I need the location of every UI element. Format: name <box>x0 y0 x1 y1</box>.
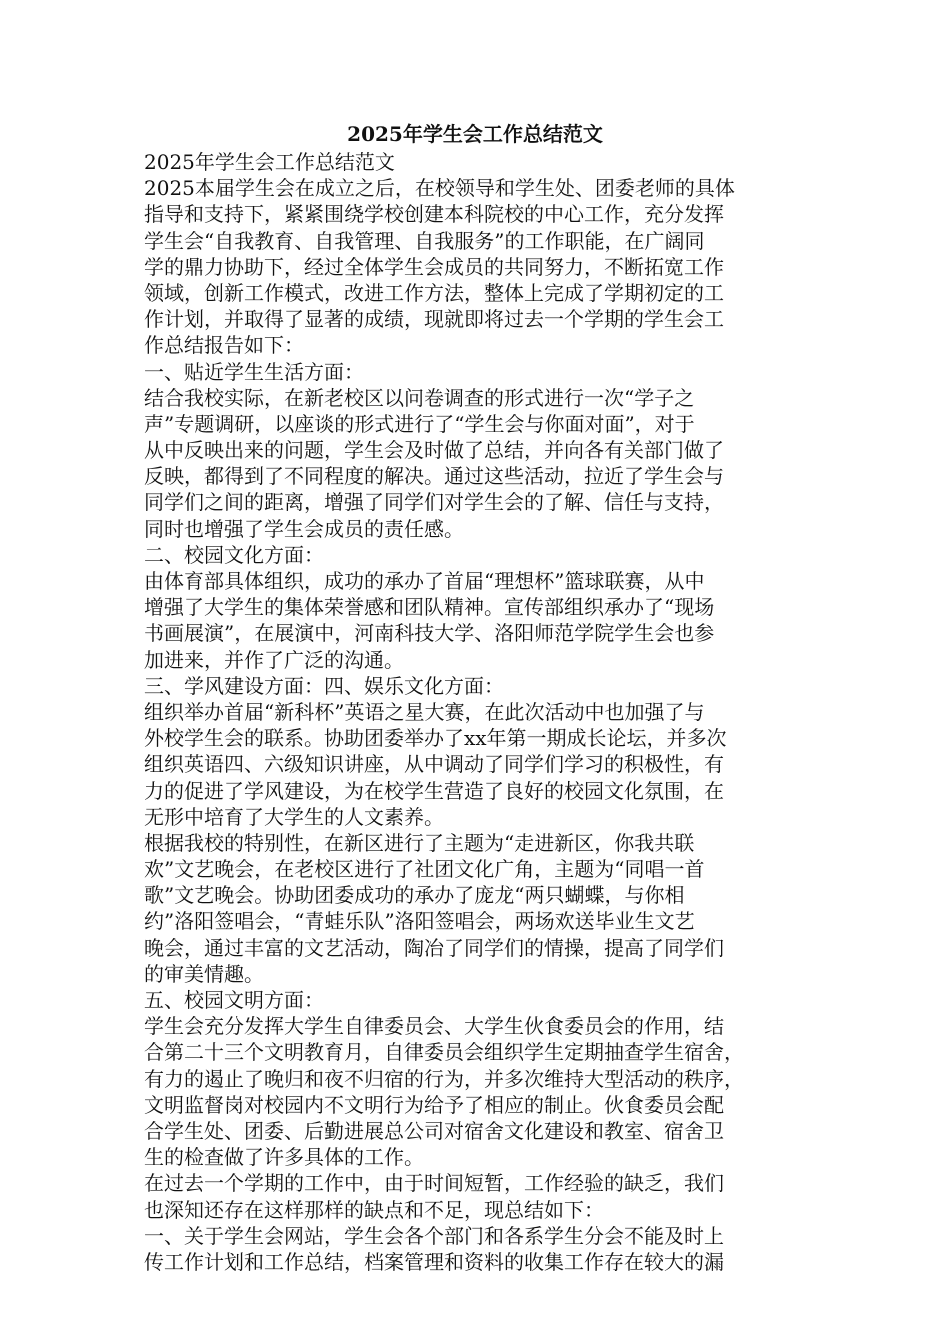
body-line: 由体育部具体组织，成功的承办了首届“理想杯”篮球联赛，从中 <box>144 569 705 593</box>
body-line: 外校学生会的联系。协助团委举办了xx年第一期成长论坛，并多次 <box>144 726 727 751</box>
document-title: 2025年学生会工作总结范文 <box>347 122 603 146</box>
body-line: 生的检查做了许多具体的工作。 <box>144 1145 424 1170</box>
body-line: 根据我校的特别性，在新区进行了主题为“走进新区，你我共联 <box>144 830 695 855</box>
body-line: 文明监督岗对校园内不文明行为给予了相应的制止。伙食委员会配 <box>144 1092 724 1117</box>
body-line: 歌”文艺晚会。协助团委成功的承办了庞龙“两只蝴蝶，与你相 <box>144 883 685 908</box>
body-line: 2025年学生会工作总结范文 <box>144 150 395 174</box>
body-line: 无形中培育了大学生的人文素养。 <box>144 804 444 829</box>
body-line: 也深知还存在这样那样的缺点和不足，现总结如下： <box>144 1197 604 1222</box>
body-line: 2025本届学生会在成立之后，在校领导和学生处、团委老师的具体 <box>144 176 735 201</box>
body-line: 从中反映出来的问题，学生会及时做了总结，并向各有关部门做了 <box>144 438 724 463</box>
body-line: 合学生处、团委、后勤进展总公司对宿舍文化建设和教室、宿舍卫 <box>144 1118 724 1143</box>
body-line: 传工作计划和工作总结，档案管理和资料的收集工作存在较大的漏 <box>144 1249 724 1274</box>
body-line: 同时也增强了学生会成员的责任感。 <box>144 516 464 541</box>
body-line: 学生会充分发挥大学生自律委员会、大学生伙食委员会的作用，结 <box>144 1014 724 1039</box>
body-line: 书画展演”，在展演中，河南科技大学、洛阳师范学院学生会也参 <box>144 621 715 646</box>
section-heading: 五、校园文明方面： <box>144 988 324 1012</box>
body-line: 在过去一个学期的工作中，由于时间短暂，工作经验的缺乏，我们 <box>144 1171 724 1196</box>
body-line: 约”洛阳签唱会，“青蛙乐队”洛阳签唱会，两场欢送毕业生文艺 <box>144 909 695 934</box>
body-line: 作总结报告如下： <box>144 333 304 358</box>
body-line: 领域，创新工作模式，改进工作方法，整体上完成了学期初定的工 <box>144 280 724 305</box>
section-heading: 一、贴近学生生活方面： <box>144 359 364 384</box>
section-heading: 三、学风建设方面：四、娱乐文化方面： <box>144 673 504 698</box>
body-line: 组织举办首届“新科杯”英语之星大赛，在此次活动中也加强了与 <box>144 699 705 724</box>
body-line: 合第二十三个文明教育月，自律委员会组织学生定期抽查学生宿舍， <box>144 1040 744 1065</box>
body-line: 的审美情趣。 <box>144 961 264 986</box>
body-line: 同学们之间的距离，增强了同学们对学生会的了解、信任与支持， <box>144 490 724 515</box>
body-line: 加进来，并作了广泛的沟通。 <box>144 647 404 672</box>
body-line: 欢”文艺晚会，在老校区进行了社团文化广角，主题为“同唱一首 <box>144 857 705 882</box>
body-line: 有力的遏止了晚归和夜不归宿的行为，并多次维持大型活动的秩序， <box>144 1066 744 1091</box>
body-line: 学的鼎力协助下，经过全体学生会成员的共同努力，不断拓宽工作 <box>144 254 724 279</box>
section-heading: 二、校园文化方面： <box>144 542 324 567</box>
body-line: 结合我校实际，在新老校区以问卷调查的形式进行一次“学子之 <box>144 385 695 410</box>
body-line: 作计划，并取得了显著的成绩，现就即将过去一个学期的学生会工 <box>144 307 724 332</box>
body-line: 学生会“自我教育、自我管理、自我服务”的工作职能，在广阔同 <box>144 228 705 253</box>
body-line: 声”专题调研，以座谈的形式进行了“学生会与你面对面”，对于 <box>144 411 695 436</box>
body-line: 反映，都得到了不同程度的解决。通过这些活动，拉近了学生会与 <box>144 464 724 489</box>
body-line: 增强了大学生的集体荣誉感和团队精神。宣传部组织承办了“现场 <box>144 595 715 620</box>
document-body <box>144 149 804 1275</box>
body-line: 一、关于学生会网站，学生会各个部门和各系学生分会不能及时上 <box>144 1223 724 1248</box>
body-line: 指导和支持下，紧紧围绕学校创建本科院校的中心工作，充分发挥 <box>144 202 724 227</box>
body-line: 力的促进了学风建设，为在校学生营造了良好的校园文化氛围，在 <box>144 778 724 803</box>
body-line: 组织英语四、六级知识讲座，从中调动了同学们学习的积极性，有 <box>144 752 724 777</box>
body-line: 晚会，通过丰富的文艺活动，陶冶了同学们的情操，提高了同学们 <box>144 935 724 960</box>
